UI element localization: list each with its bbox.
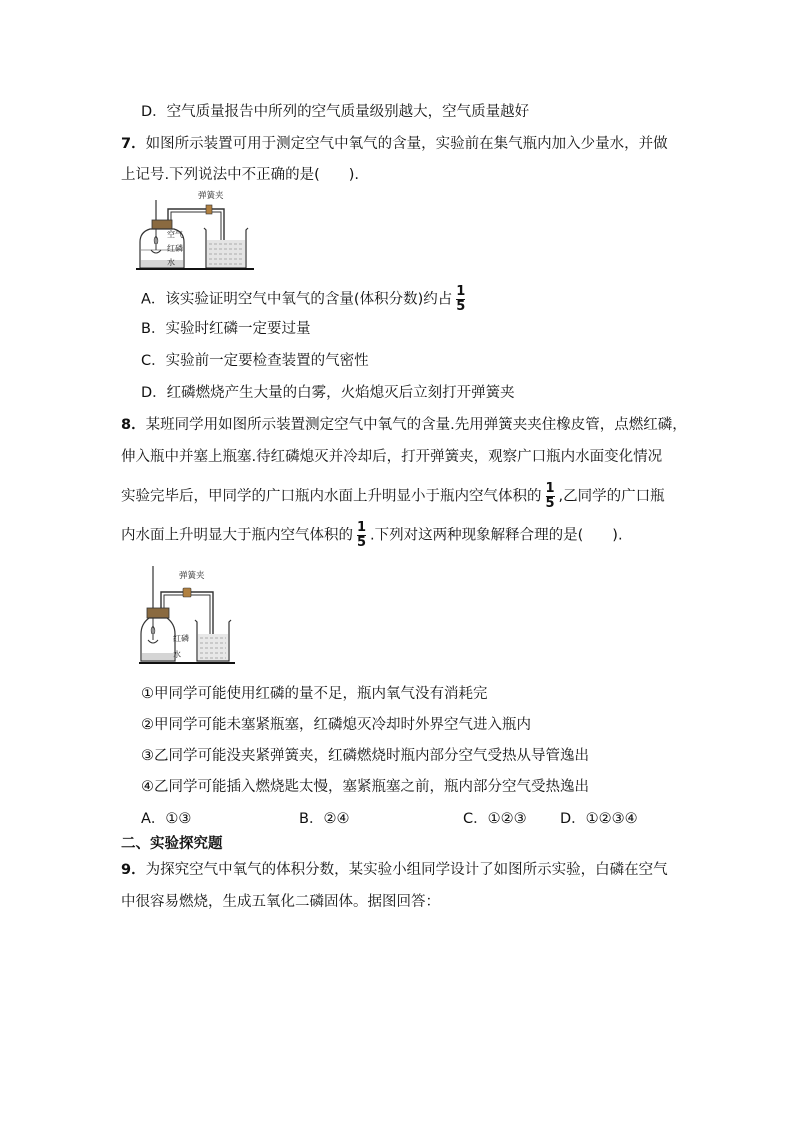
q8-stem-line-3 <box>121 482 665 511</box>
q8-apparatus-figure <box>139 564 235 668</box>
q7-clip-label: 弹簧夹 <box>198 190 224 200</box>
fraction-numerator: 1 <box>456 284 466 299</box>
q8-phosphorus-label: 红磷 <box>173 634 189 643</box>
q8-stem-text-1: 某班同学用如图所示装置测定空气中氧气的含量.先用弹簧夹夹住橡皮管，点燃红磷， <box>145 417 687 433</box>
q7-stem-line-1 <box>121 134 668 154</box>
q9-stem-text-1: 为探究空气中氧气的体积分数，某实验小组同学设计了如图所示实验，白磷在空气 <box>145 862 668 878</box>
stopper <box>147 608 169 618</box>
q8-statement-1: ①甲同学可能使用红磷的量不足，瓶内氧气没有消耗完 <box>141 686 488 702</box>
q8-stem-text-3a: 实验完毕后，甲同学的广口瓶内水面上升明显小于瓶内空气体积的 <box>121 488 542 505</box>
q8-statement-4: ④乙同学可能插入燃烧匙太慢，塞紧瓶塞之前，瓶内部分空气受热逸出 <box>141 779 589 795</box>
q7-option-d: D．红磷燃烧产生大量的白雾，火焰熄灭后立刻打开弹簧夹 <box>141 385 515 401</box>
q9-number: 9． <box>121 862 146 878</box>
fraction-one-fifth <box>357 521 366 550</box>
fraction-one-fifth <box>456 285 465 314</box>
q8-stem-text-3b: ,乙同学的广口瓶 <box>558 488 665 505</box>
q7-stem-text-1: 如图所示装置可用于测定空气中氧气的含量，实验前在集气瓶内加入少量水，并做 <box>145 136 668 152</box>
q7-water-label: 水 <box>167 258 175 267</box>
fraction-denominator: 5 <box>456 299 466 314</box>
q9-stem-line-1 <box>121 860 668 880</box>
q8-stem-line-2: 伸入瓶中并塞上瓶塞.待红磷熄灭并冷却后，打开弹簧夹，观察广口瓶内水面变化情况 <box>121 449 663 465</box>
q7-option-b: B．实验时红磷一定要过量 <box>141 321 311 337</box>
q8-option-b: B．②④ <box>299 811 350 827</box>
q8-water-label: 水 <box>173 650 181 659</box>
q8-statement-3: ③乙同学可能没夹紧弹簧夹，红磷燃烧时瓶内部分空气受热从导管逸出 <box>141 748 589 764</box>
q7-option-a-text: A．该实验证明空气中氧气的含量(体积分数)约占 <box>141 291 453 308</box>
section-heading: 二、实验探究题 <box>121 836 223 852</box>
q7-option-a <box>141 285 469 314</box>
q7-phosphorus-label: 红磷 <box>167 244 183 253</box>
stopper <box>152 220 172 229</box>
q9-stem-line-2: 中很容易燃烧，生成五氧化二磷固体。据图回答： <box>121 894 440 910</box>
q8-clip-label: 弹簧夹 <box>179 570 205 580</box>
q8-option-a: A．①③ <box>141 811 192 827</box>
spring-clip <box>183 588 191 597</box>
q8-stem-line-1 <box>121 415 687 435</box>
q8-stem-line-4 <box>121 521 623 550</box>
spring-clip <box>206 205 212 214</box>
fraction-numerator: 1 <box>545 481 555 496</box>
q8-stem-text-4b: .下列对这两种现象解释合理的是( ). <box>370 527 623 544</box>
fraction-numerator: 1 <box>357 520 367 535</box>
q8-option-d: D．①②③④ <box>560 811 638 827</box>
q7-option-c: C．实验前一定要检查装置的气密性 <box>141 353 369 369</box>
fraction-denominator: 5 <box>545 496 555 511</box>
fraction-one-fifth <box>546 482 555 511</box>
q7-stem-line-2: 上记号.下列说法中不正确的是( ). <box>121 167 360 183</box>
q7-air-label: 空气 <box>167 230 183 239</box>
q7-number: 7． <box>121 136 146 152</box>
q8-statement-2: ②甲同学可能未塞紧瓶塞，红磷熄灭冷却时外界空气进入瓶内 <box>141 717 531 733</box>
fraction-denominator: 5 <box>357 535 367 550</box>
q8-number: 8． <box>121 417 146 433</box>
q6-option-d: D．空气质量报告中所列的空气质量级别越大，空气质量越好 <box>141 104 530 120</box>
q7-apparatus-figure <box>136 188 254 274</box>
q8-stem-text-4a: 内水面上升明显大于瓶内空气体积的 <box>121 527 353 544</box>
q8-option-c: C．①②③ <box>463 811 527 827</box>
